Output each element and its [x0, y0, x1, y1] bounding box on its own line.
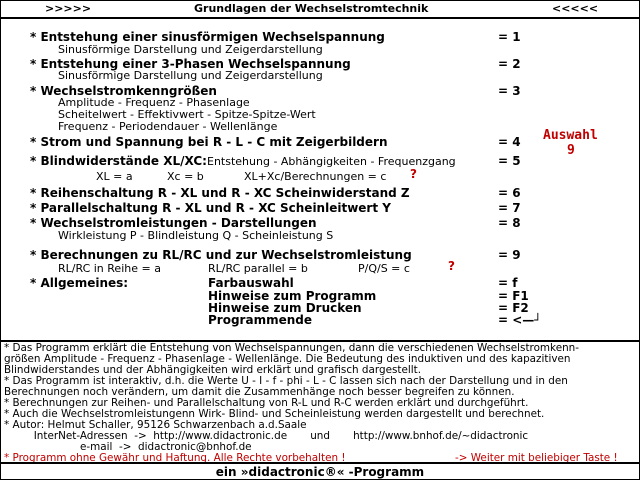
info-line: Blindwiderstandes und der Abhängigkeiten wird erklärt und grafisch dargestellt. [4, 364, 421, 376]
code-programmende: = <—┘ [498, 313, 542, 327]
option-rl-rc-parallel[interactable]: RL/RC parallel = b [208, 262, 308, 275]
footer-bar [0, 462, 640, 482]
menu-sub-text: Sinusförmige Darstellung und Zeigerdarstellung [58, 69, 323, 82]
header-bar [0, 0, 640, 19]
header-left-arrows: >>>>> [45, 2, 92, 15]
code-hinweise-drucken: = F2 [498, 301, 529, 315]
menu-item-3[interactable]: * Wechselstromkenngrößen [30, 84, 217, 98]
disclaimer: * Programm ohne Gewähr und Haftung. Alle Rechte vorbehalten ! [4, 452, 346, 464]
continue-hint[interactable]: -> Weiter mit beliebiger Taste ! [455, 452, 618, 464]
menu-code-6: = 6 [498, 186, 521, 200]
code-hinweise-programm: = F1 [498, 289, 529, 303]
menu-code-4: = 4 [498, 135, 521, 149]
footer-label: ein »didactronic®« -Programm [215, 465, 425, 479]
code-farbauswahl: = f [498, 276, 518, 290]
menu-code-7: = 7 [498, 201, 521, 215]
menu-item-4[interactable]: * Strom und Spannung bei R - L - C mit Zeigerbildern [30, 135, 388, 149]
auswahl-value: 9 [567, 143, 575, 158]
menu-code-8: = 8 [498, 216, 521, 230]
menu-code-3: = 3 [498, 84, 521, 98]
info-line: * Auch die Wechselstromleistungenn Wirk- Blind- und Scheinleistung werden dargestellt und berechnet. [4, 408, 545, 420]
page-title: Grundlagen der Wechselstromtechnik [194, 2, 429, 15]
info-line: größen Amplitude - Frequenz - Phasenlage - Wellenlänge. Die Bedeutung des induktiven und des kapazitiven [4, 353, 571, 365]
menu-sub-text: Frequenz - Periodendauer - Wellenlänge [58, 120, 278, 133]
menu-code-2: = 2 [498, 57, 521, 71]
menu-code-1: = 1 [498, 30, 521, 44]
menu-sub-text: Amplitude - Frequenz - Phasenlage [58, 96, 250, 109]
menu-item-2[interactable]: * Entstehung einer 3-Phasen Wechselspannung [30, 57, 351, 71]
menu-item-9[interactable]: * Berechnungen zu RL/RC und zur Wechselstromleistung [30, 248, 412, 262]
menu-sub-text: Scheitelwert - Effektivwert - Spitze-Spitze-Wert [58, 108, 316, 121]
menu-item-allgemeines: * Allgemeines: [30, 276, 129, 290]
option-pqs[interactable]: P/Q/S = c [358, 262, 410, 275]
menu-sub-text: Entstehung - Abhängigkeiten - Frequenzgang [207, 155, 456, 168]
option-question-mark: ? [448, 259, 455, 273]
info-web-addresses: InterNet-Adressen -> http://www.didactronic.de und http://www.bnhof.de/~didactronic [4, 430, 529, 442]
menu-sub-text: Sinusförmige Darstellung und Zeigerdarstellung [58, 43, 323, 56]
option-question-mark: ? [410, 167, 417, 181]
info-panel [0, 340, 640, 466]
option-rl-rc-reihe[interactable]: RL/RC in Reihe = a [58, 262, 161, 275]
option-xc[interactable]: Xc = b [167, 170, 204, 183]
menu-item-6[interactable]: * Reihenschaltung R - XL und R - XC Scheinwiderstand Z [30, 186, 410, 200]
info-email: e-mail -> didactronic@bnhof.de [4, 441, 252, 453]
option-farbauswahl[interactable]: Farbauswahl [208, 276, 294, 290]
menu-item-7[interactable]: * Parallelschaltung R - XL und R - XC Scheinleitwert Y [30, 201, 391, 215]
header-right-arrows: <<<<< [552, 2, 599, 15]
menu-code-9: = 9 [498, 248, 521, 262]
option-hinweise-drucken[interactable]: Hinweise zum Drucken [208, 301, 362, 315]
menu-item-1[interactable]: * Entstehung einer sinusförmigen Wechselspannung [30, 30, 385, 44]
info-line: * Autor: Helmut Schaller, 95126 Schwarzenbach a.d.Saale [4, 419, 307, 431]
auswahl-label: Auswahl [543, 128, 598, 143]
menu-item-8[interactable]: * Wechselstromleistungen - Darstellungen [30, 216, 317, 230]
info-line: * Das Programm ist interaktiv, d.h. die Werte U - I - f - phi - L - C lassen sich nach der Darstellung und in den [4, 375, 568, 387]
info-line: Berechnungen noch verändern, um damit die Zusammenhänge noch besser begreifen zu können. [4, 386, 515, 398]
option-xl[interactable]: XL = a [96, 170, 133, 183]
info-line: * Das Programm erklärt die Entstehung von Wechselspannungen, dann die verschiedenen Wechselstromkenn- [4, 342, 580, 354]
menu-item-5[interactable]: * Blindwiderstände XL/XC: [30, 154, 207, 168]
menu-code-5: = 5 [498, 154, 521, 168]
info-line: * Berechnungen zur Reihen- und Parallelschaltung von R-L und R-C werden erklärt und durchgeführt. [4, 397, 529, 409]
menu-sub-text: Wirkleistung P - Blindleistung Q - Scheinleistung S [58, 229, 334, 242]
option-programmende[interactable]: Programmende [208, 313, 312, 327]
option-xl-xc-calc[interactable]: XL+Xc/Berechnungen = c [244, 170, 387, 183]
option-hinweise-programm[interactable]: Hinweise zum Programm [208, 289, 377, 303]
